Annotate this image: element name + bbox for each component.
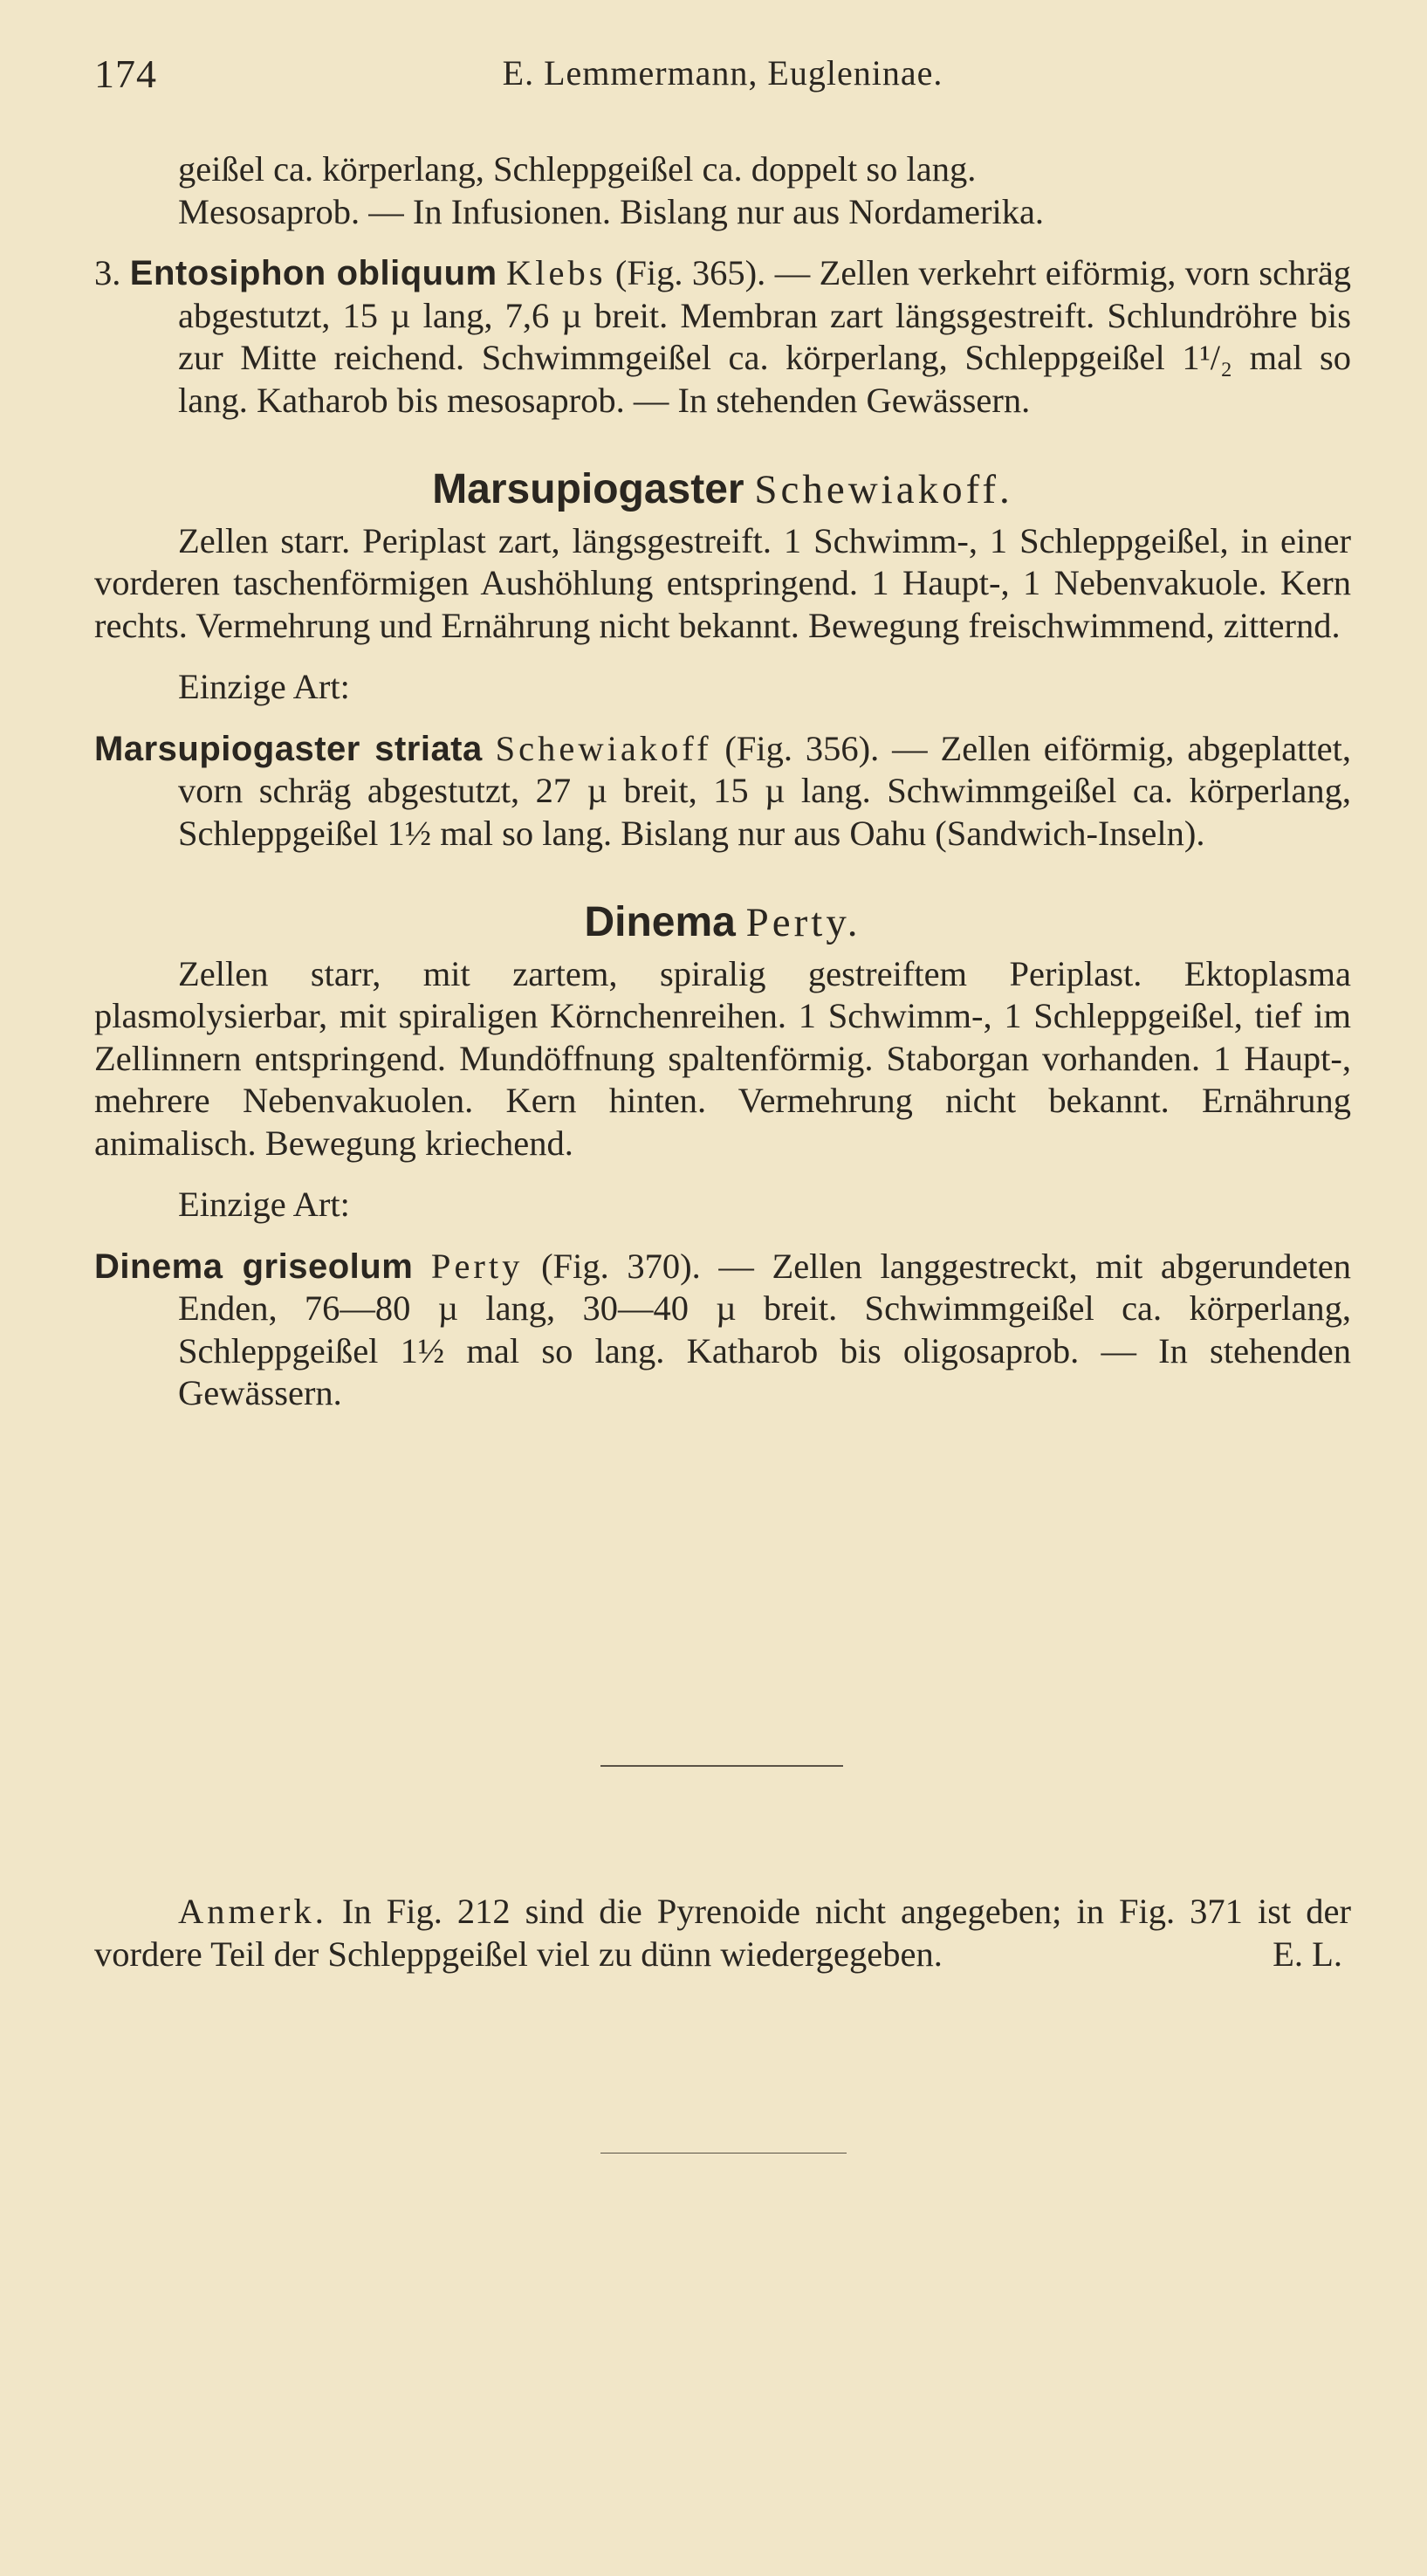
end-divider — [600, 2153, 847, 2154]
page-header — [94, 45, 1351, 98]
footnote — [94, 1891, 1351, 1975]
species-name: Dinema griseolum — [94, 1247, 414, 1286]
page-number: 174 — [94, 52, 157, 96]
previous-entry-line-1: geißel ca. körperlang, Schleppgeißel ca. doppelt so lang. — [178, 149, 977, 189]
only-species-label: Einzige Art: — [178, 1185, 350, 1224]
genus-name: Dinema — [584, 899, 736, 945]
genus-heading-marsupiogaster — [94, 466, 1351, 512]
previous-entry-line-2: Mesosaprob. — In Infusionen. Bislang nur aus Nordamerika. — [178, 191, 1045, 231]
footnote-signature: E. L. — [1273, 1934, 1342, 1974]
species-entry-marsupiogaster-striata — [94, 728, 1351, 855]
species-name: Marsupiogaster striata — [94, 729, 483, 768]
footnote-text — [94, 1891, 1351, 1975]
footnote-label: Anmerk. — [178, 1892, 327, 1931]
species-author: Klebs — [506, 253, 607, 292]
species-description: (Fig. 370). — Zellen langgestreckt, mit abgerundeten Enden, 76—80 µ lang, 30—40 µ breit. Schwimmgeißel ca. körperlang, Schleppgeißel 1½ mal so lang. Katharob bis oligosaprob. — In stehenden Gewässern. — [178, 1246, 1352, 1412]
entry-number: 3. — [94, 253, 121, 292]
running-head: E. Lemmermann, Eugleninae. — [502, 53, 943, 93]
genus-heading-dinema — [94, 899, 1351, 945]
species-description: (Fig. 356). — Zellen eiförmig, abgeplattet, vorn schräg abgestutzt, 27 µ breit, 15 µ lang. Schwimmgeißel ca. körperlang, Schleppgeißel 1½ mal so lang. Bislang nur aus Oahu (Sandwich-Inseln). — [178, 728, 1351, 853]
page-body — [94, 148, 1351, 1415]
entry-entosiphon-obliquum — [94, 252, 1351, 422]
only-species-label: Einzige Art: — [178, 667, 350, 706]
species-description: (Fig. 365). — Zellen verkehrt eiförmig, vorn schräg abgestutzt, 15 µ lang, 7,6 µ breit. Membran zart längsgestreift. Schlundröhre bis zur Mitte reichend. Schwimmgeißel ca. körperlang, Schleppgeißel 1¹/₂ mal so lang. Katharob bis mesosaprob. — In stehenden Gewässern. — [178, 253, 1352, 420]
genus-name: Marsupiogaster — [432, 466, 744, 512]
species-author: Perty — [430, 1246, 524, 1286]
genus-description: Zellen starr, mit zartem, spiralig gestreiftem Periplast. Ektoplasma plasmolysierbar, mit spiraligen Körnchenreihen. 1 Schwimm-, 1 Schleppgeißel, tief im Zellinnern entspringend. Mundöffnung spaltenförmig. Staborgan vorhanden. 1 Haupt-, mehrere Nebenvakuolen. Kern hinten. Vermehrung nicht bekannt. Ernährung animalisch. Bewegung kriechend. — [94, 953, 1351, 1163]
species-name: Entosiphon obliquum — [129, 254, 497, 292]
genus-description: Zellen starr. Periplast zart, längsgestreift. 1 Schwimm-, 1 Schleppgeißel, in einer vorderen taschenförmigen Aushöhlung entspringend. 1 Haupt-, 1 Nebenvakuole. Kern rechts. Vermehrung und Ernährung nicht bekannt. Bewegung freischwimmend, zitternd. — [94, 520, 1351, 645]
genus-author: Schewiakoff. — [754, 467, 1013, 512]
species-entry-dinema-griseolum — [94, 1246, 1351, 1415]
genus-author: Perty. — [745, 900, 861, 945]
section-divider — [600, 1765, 843, 1767]
species-author: Schewiakoff — [495, 728, 712, 768]
footnote-body: In Fig. 212 sind die Pyrenoide nicht angegeben; in Fig. 371 ist der vordere Teil der Schleppgeißel viel zu dünn wiedergegeben. — [94, 1892, 1351, 1974]
